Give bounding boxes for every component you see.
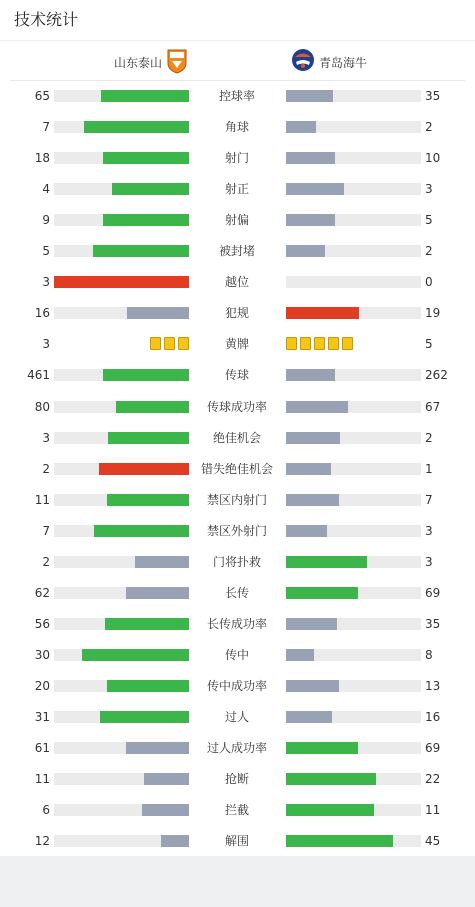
home-bar-track — [54, 587, 189, 599]
away-bar — [286, 307, 359, 319]
home-bar-track — [54, 183, 189, 195]
stat-label: 传中成功率 — [206, 678, 267, 693]
away-bar — [286, 804, 374, 816]
away-value: 3 — [425, 523, 433, 538]
away-bar — [286, 711, 332, 723]
home-bar — [105, 618, 189, 630]
home-bar — [126, 587, 189, 599]
home-bar — [103, 214, 189, 226]
away-bar-track — [286, 835, 421, 847]
stat-label: 禁区内射门 — [206, 492, 267, 507]
home-bar — [82, 649, 189, 661]
away-value: 3 — [425, 554, 433, 569]
stat-row — [0, 733, 475, 764]
stat-label: 禁区外射门 — [206, 523, 267, 538]
away-value: 11 — [425, 803, 441, 818]
home-bar — [103, 152, 189, 164]
away-bar — [286, 152, 335, 164]
away-value: 0 — [425, 275, 433, 290]
away-value: 35 — [425, 89, 441, 103]
yellow-card-icon — [164, 337, 175, 350]
stat-row — [0, 298, 475, 329]
stat-row — [0, 516, 475, 547]
home-value: 12 — [34, 834, 50, 849]
stat-row — [0, 329, 475, 360]
away-bar-track — [286, 773, 421, 785]
home-value: 30 — [34, 647, 50, 662]
home-value: 9 — [42, 213, 50, 228]
away-bar-track — [286, 463, 421, 475]
away-bar — [286, 649, 314, 661]
away-bar-track — [286, 432, 421, 444]
away-value: 19 — [425, 306, 441, 321]
stat-label: 过人 — [224, 710, 249, 724]
away-value: 22 — [425, 772, 441, 787]
home-bar-track — [54, 618, 189, 630]
away-value: 7 — [425, 492, 433, 507]
stat-row — [0, 392, 475, 423]
stat-label: 长传 — [224, 585, 249, 600]
home-bar — [107, 680, 189, 692]
away-bar-track — [286, 742, 421, 754]
away-team-logo-icon — [291, 48, 315, 72]
away-bar-track — [286, 121, 421, 133]
away-bar — [286, 245, 325, 257]
home-bar-track — [54, 307, 189, 319]
away-value: 69 — [425, 741, 441, 756]
home-bar-track — [54, 121, 189, 133]
home-value: 11 — [34, 772, 50, 787]
home-value: 11 — [34, 492, 50, 507]
away-value: 262 — [425, 368, 448, 383]
stat-row — [0, 609, 475, 640]
stat-row — [0, 236, 475, 267]
away-bar — [286, 773, 376, 785]
away-value: 2 — [425, 244, 433, 259]
yellow-card-icon — [150, 337, 161, 350]
stat-row — [0, 267, 475, 298]
stat-label: 角球 — [224, 120, 249, 135]
away-bar — [286, 121, 316, 133]
home-bar-track — [54, 835, 189, 847]
home-bar-track — [54, 556, 189, 568]
teams-header — [0, 44, 475, 78]
stat-label: 越位 — [224, 275, 249, 290]
stat-label: 拦截 — [224, 803, 249, 818]
away-bar-track — [286, 276, 421, 288]
home-bar — [107, 494, 189, 506]
stat-row — [0, 764, 475, 795]
home-value: 461 — [27, 368, 50, 383]
away-value: 2 — [425, 120, 433, 135]
away-value: 8 — [425, 647, 433, 662]
yellow-card-icon — [314, 337, 325, 350]
home-bar — [116, 401, 189, 413]
stat-label: 传球成功率 — [206, 399, 267, 414]
stat-label: 过人成功率 — [206, 741, 267, 756]
away-bar — [286, 90, 333, 102]
home-bar — [103, 369, 189, 381]
away-bar — [286, 525, 327, 537]
away-bar-track — [286, 214, 421, 226]
stat-label: 长传成功率 — [206, 616, 267, 631]
home-value: 56 — [34, 616, 50, 631]
away-value: 3 — [425, 182, 433, 197]
home-bar-track — [54, 369, 189, 381]
stat-label: 射正 — [224, 182, 249, 197]
stat-label: 射偏 — [224, 213, 249, 228]
stat-row — [0, 826, 475, 857]
home-bar-track — [54, 214, 189, 226]
home-value: 61 — [34, 741, 50, 756]
home-value: 3 — [42, 275, 50, 290]
stat-row — [0, 547, 475, 578]
away-bar-track — [286, 401, 421, 413]
away-team-name: 青岛海牛 — [319, 56, 368, 70]
home-bar — [101, 90, 189, 102]
home-value: 80 — [34, 399, 50, 414]
stat-row — [0, 640, 475, 671]
home-value: 20 — [34, 678, 50, 693]
home-value: 6 — [42, 803, 50, 818]
away-bar — [286, 556, 367, 568]
home-bar-track — [54, 245, 189, 257]
home-bar — [112, 183, 189, 195]
away-bar — [286, 369, 335, 381]
yellow-card-icon — [286, 337, 297, 350]
yellow-card-icon — [328, 337, 339, 350]
home-value: 31 — [34, 710, 50, 724]
away-bar — [286, 183, 344, 195]
stat-row — [0, 81, 475, 112]
home-bar — [127, 307, 189, 319]
stat-row — [0, 112, 475, 143]
home-value: 65 — [34, 89, 50, 103]
stat-label: 犯规 — [224, 306, 249, 321]
stat-row — [0, 205, 475, 236]
home-bar — [126, 742, 189, 754]
header-divider — [0, 40, 475, 41]
stat-row — [0, 578, 475, 609]
home-bar-track — [54, 463, 189, 475]
away-bar — [286, 587, 358, 599]
stat-row — [0, 795, 475, 826]
home-bar-track — [54, 152, 189, 164]
away-value: 45 — [425, 834, 441, 849]
away-bar-track — [286, 245, 421, 257]
page-title: 技术统计 — [14, 10, 79, 29]
away-bar-track — [286, 804, 421, 816]
away-bar — [286, 618, 337, 630]
away-value: 2 — [425, 430, 433, 445]
stat-label: 被封堵 — [218, 244, 255, 259]
away-bar-track — [286, 618, 421, 630]
away-bar-track — [286, 183, 421, 195]
away-value: 1 — [425, 461, 433, 476]
home-bar-track — [54, 432, 189, 444]
away-bar-track — [286, 649, 421, 661]
home-bar-track — [54, 525, 189, 537]
away-value: 5 — [425, 337, 433, 352]
away-bar — [286, 463, 331, 475]
stat-label: 黄牌 — [224, 337, 249, 352]
home-team-logo-icon — [166, 48, 188, 74]
home-bar — [144, 773, 189, 785]
home-bar-track — [54, 804, 189, 816]
home-bar — [142, 804, 189, 816]
home-value: 2 — [42, 461, 50, 476]
stat-label: 传球 — [224, 368, 249, 383]
away-value: 5 — [425, 213, 433, 228]
home-bar — [161, 835, 189, 847]
away-bar — [286, 680, 339, 692]
stat-label: 抢断 — [224, 772, 249, 787]
stat-row — [0, 143, 475, 174]
yellow-card-icon — [342, 337, 353, 350]
stat-row — [0, 671, 475, 702]
stat-label: 错失绝佳机会 — [200, 461, 273, 476]
away-bar-track — [286, 525, 421, 537]
stat-label: 解围 — [224, 834, 249, 849]
away-bar — [286, 835, 393, 847]
away-bar-track — [286, 556, 421, 568]
home-bar-track — [54, 276, 189, 288]
home-value: 2 — [42, 554, 50, 569]
away-bar-track — [286, 680, 421, 692]
away-value: 35 — [425, 616, 441, 631]
home-value: 5 — [42, 244, 50, 259]
home-value: 16 — [34, 306, 50, 321]
home-bar-track — [54, 773, 189, 785]
home-value: 3 — [42, 430, 50, 445]
home-value: 4 — [42, 182, 50, 197]
stat-row — [0, 174, 475, 205]
away-bar — [286, 214, 335, 226]
home-value: 62 — [34, 585, 50, 600]
home-bar — [135, 556, 189, 568]
home-value: 7 — [42, 120, 50, 135]
away-bar — [286, 494, 339, 506]
home-bar — [94, 525, 189, 537]
home-bar-track — [54, 711, 189, 723]
away-value: 13 — [425, 678, 441, 693]
home-value: 3 — [42, 337, 50, 352]
home-bar — [84, 121, 189, 133]
home-bar-track — [54, 494, 189, 506]
away-bar-track — [286, 587, 421, 599]
home-team-name: 山东泰山 — [113, 56, 162, 70]
home-yellow-cards — [150, 337, 189, 351]
stat-row — [0, 423, 475, 454]
away-bar — [286, 742, 358, 754]
stat-label: 传中 — [224, 647, 249, 662]
yellow-card-icon — [300, 337, 311, 350]
away-bar-track — [286, 711, 421, 723]
away-bar-track — [286, 369, 421, 381]
stat-label: 绝佳机会 — [212, 430, 261, 445]
stat-label: 射门 — [224, 151, 249, 166]
away-bar-track — [286, 307, 421, 319]
away-yellow-cards — [286, 337, 353, 351]
home-value: 7 — [42, 523, 50, 538]
home-bar — [54, 276, 189, 288]
stat-row — [0, 485, 475, 516]
home-bar — [93, 245, 189, 257]
stat-row — [0, 702, 475, 733]
home-bar — [99, 463, 189, 475]
away-value: 16 — [425, 710, 441, 724]
away-value: 67 — [425, 399, 441, 414]
home-bar-track — [54, 742, 189, 754]
home-bar-track — [54, 90, 189, 102]
home-bar-track — [54, 649, 189, 661]
away-value: 69 — [425, 585, 441, 600]
home-bar — [100, 711, 189, 723]
stat-row — [0, 360, 475, 391]
away-bar-track — [286, 494, 421, 506]
stat-row — [0, 454, 475, 485]
away-value: 10 — [425, 151, 441, 166]
home-value: 18 — [34, 151, 50, 166]
home-bar-track — [54, 680, 189, 692]
away-bar-track — [286, 152, 421, 164]
stat-label: 门将扑救 — [212, 554, 261, 569]
away-bar — [286, 432, 340, 444]
home-bar — [108, 432, 189, 444]
away-bar — [286, 401, 348, 413]
home-bar-track — [54, 401, 189, 413]
away-bar-track — [286, 90, 421, 102]
stat-label: 控球率 — [218, 89, 255, 103]
